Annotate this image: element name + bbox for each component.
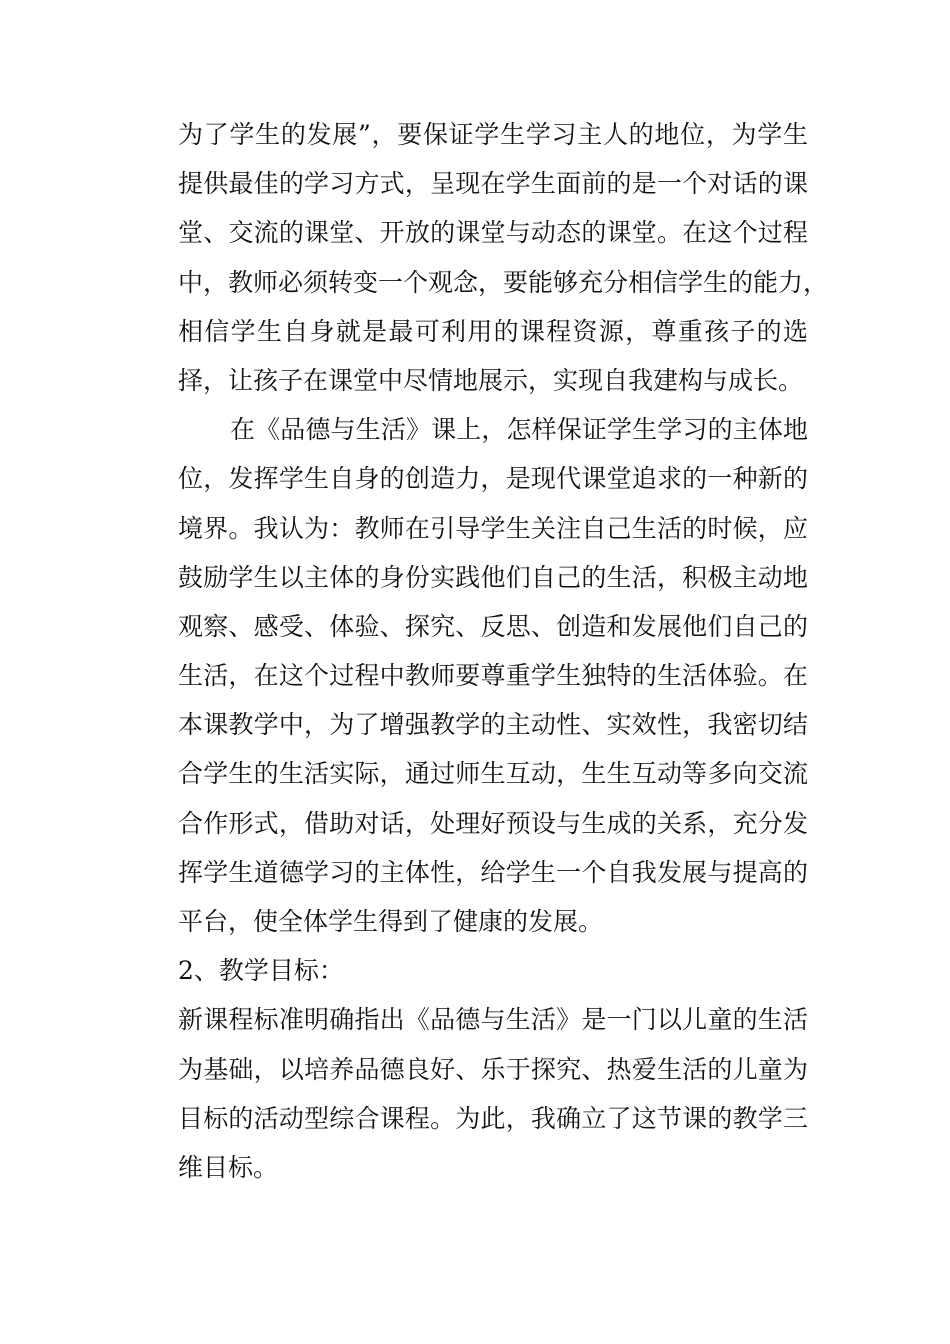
text-line: 合学生的生活实际，通过师生互动，生生互动等多向交流 xyxy=(178,759,808,789)
text-line: 新课程标准明确指出《品德与生活》是一门以儿童的生活 xyxy=(178,1005,808,1035)
text-line: 在《品德与生活》课上，怎样保证学生学习的主体地 xyxy=(230,415,808,445)
text-line: 相信学生自身就是最可利用的课程资源，尊重孩子的选 xyxy=(178,316,808,346)
text-line: 合作形式，借助对话，处理好预设与生成的关系，充分发 xyxy=(178,808,808,838)
text-line: 境界。我认为：教师在引导学生关注自己生活的时候，应 xyxy=(178,513,808,543)
text-line: 为了学生的发展”，要保证学生学习主人的地位，为学生 xyxy=(178,120,808,149)
text-line: 位，发挥学生自身的创造力，是现代课堂追求的一种新的 xyxy=(178,464,808,494)
text-line: 为基础，以培养品德良好、乐于探究、热爱生活的儿童为 xyxy=(178,1054,808,1084)
text-line: 中，教师必须转变一个观念，要能够充分相信学生的能力， xyxy=(178,267,829,297)
text-line: 堂、交流的课堂、开放的课堂与动态的课堂。在这个过程 xyxy=(178,218,808,248)
text-line: 目标的活动型综合课程。为此，我确立了这节课的教学三 xyxy=(178,1103,808,1133)
body-text xyxy=(178,110,829,1192)
text-line: 生活，在这个过程中教师要尊重学生独特的生活体验。在 xyxy=(178,661,808,691)
text-line: 维目标。 xyxy=(178,1152,279,1182)
text-line: 平台，使全体学生得到了健康的发展。 xyxy=(178,907,604,936)
text-line: 2、教学目标： xyxy=(178,956,344,986)
text-line: 观察、感受、体验、探究、反思、创造和发展他们自己的 xyxy=(178,611,808,641)
text-line: 挥学生道德学习的主体性，给学生一个自我发展与提高的 xyxy=(178,857,808,887)
text-line: 择，让孩子在课堂中尽情地展示，实现自我建构与成长。 xyxy=(178,365,804,395)
text-line: 鼓励学生以主体的身份实践他们自己的生活，积极主动地 xyxy=(178,562,808,592)
text-line: 本课教学中，为了增强教学的主动性、实效性，我密切结 xyxy=(178,710,808,740)
text-line: 提供最佳的学习方式，呈现在学生面前的是一个对话的课 xyxy=(178,169,808,199)
